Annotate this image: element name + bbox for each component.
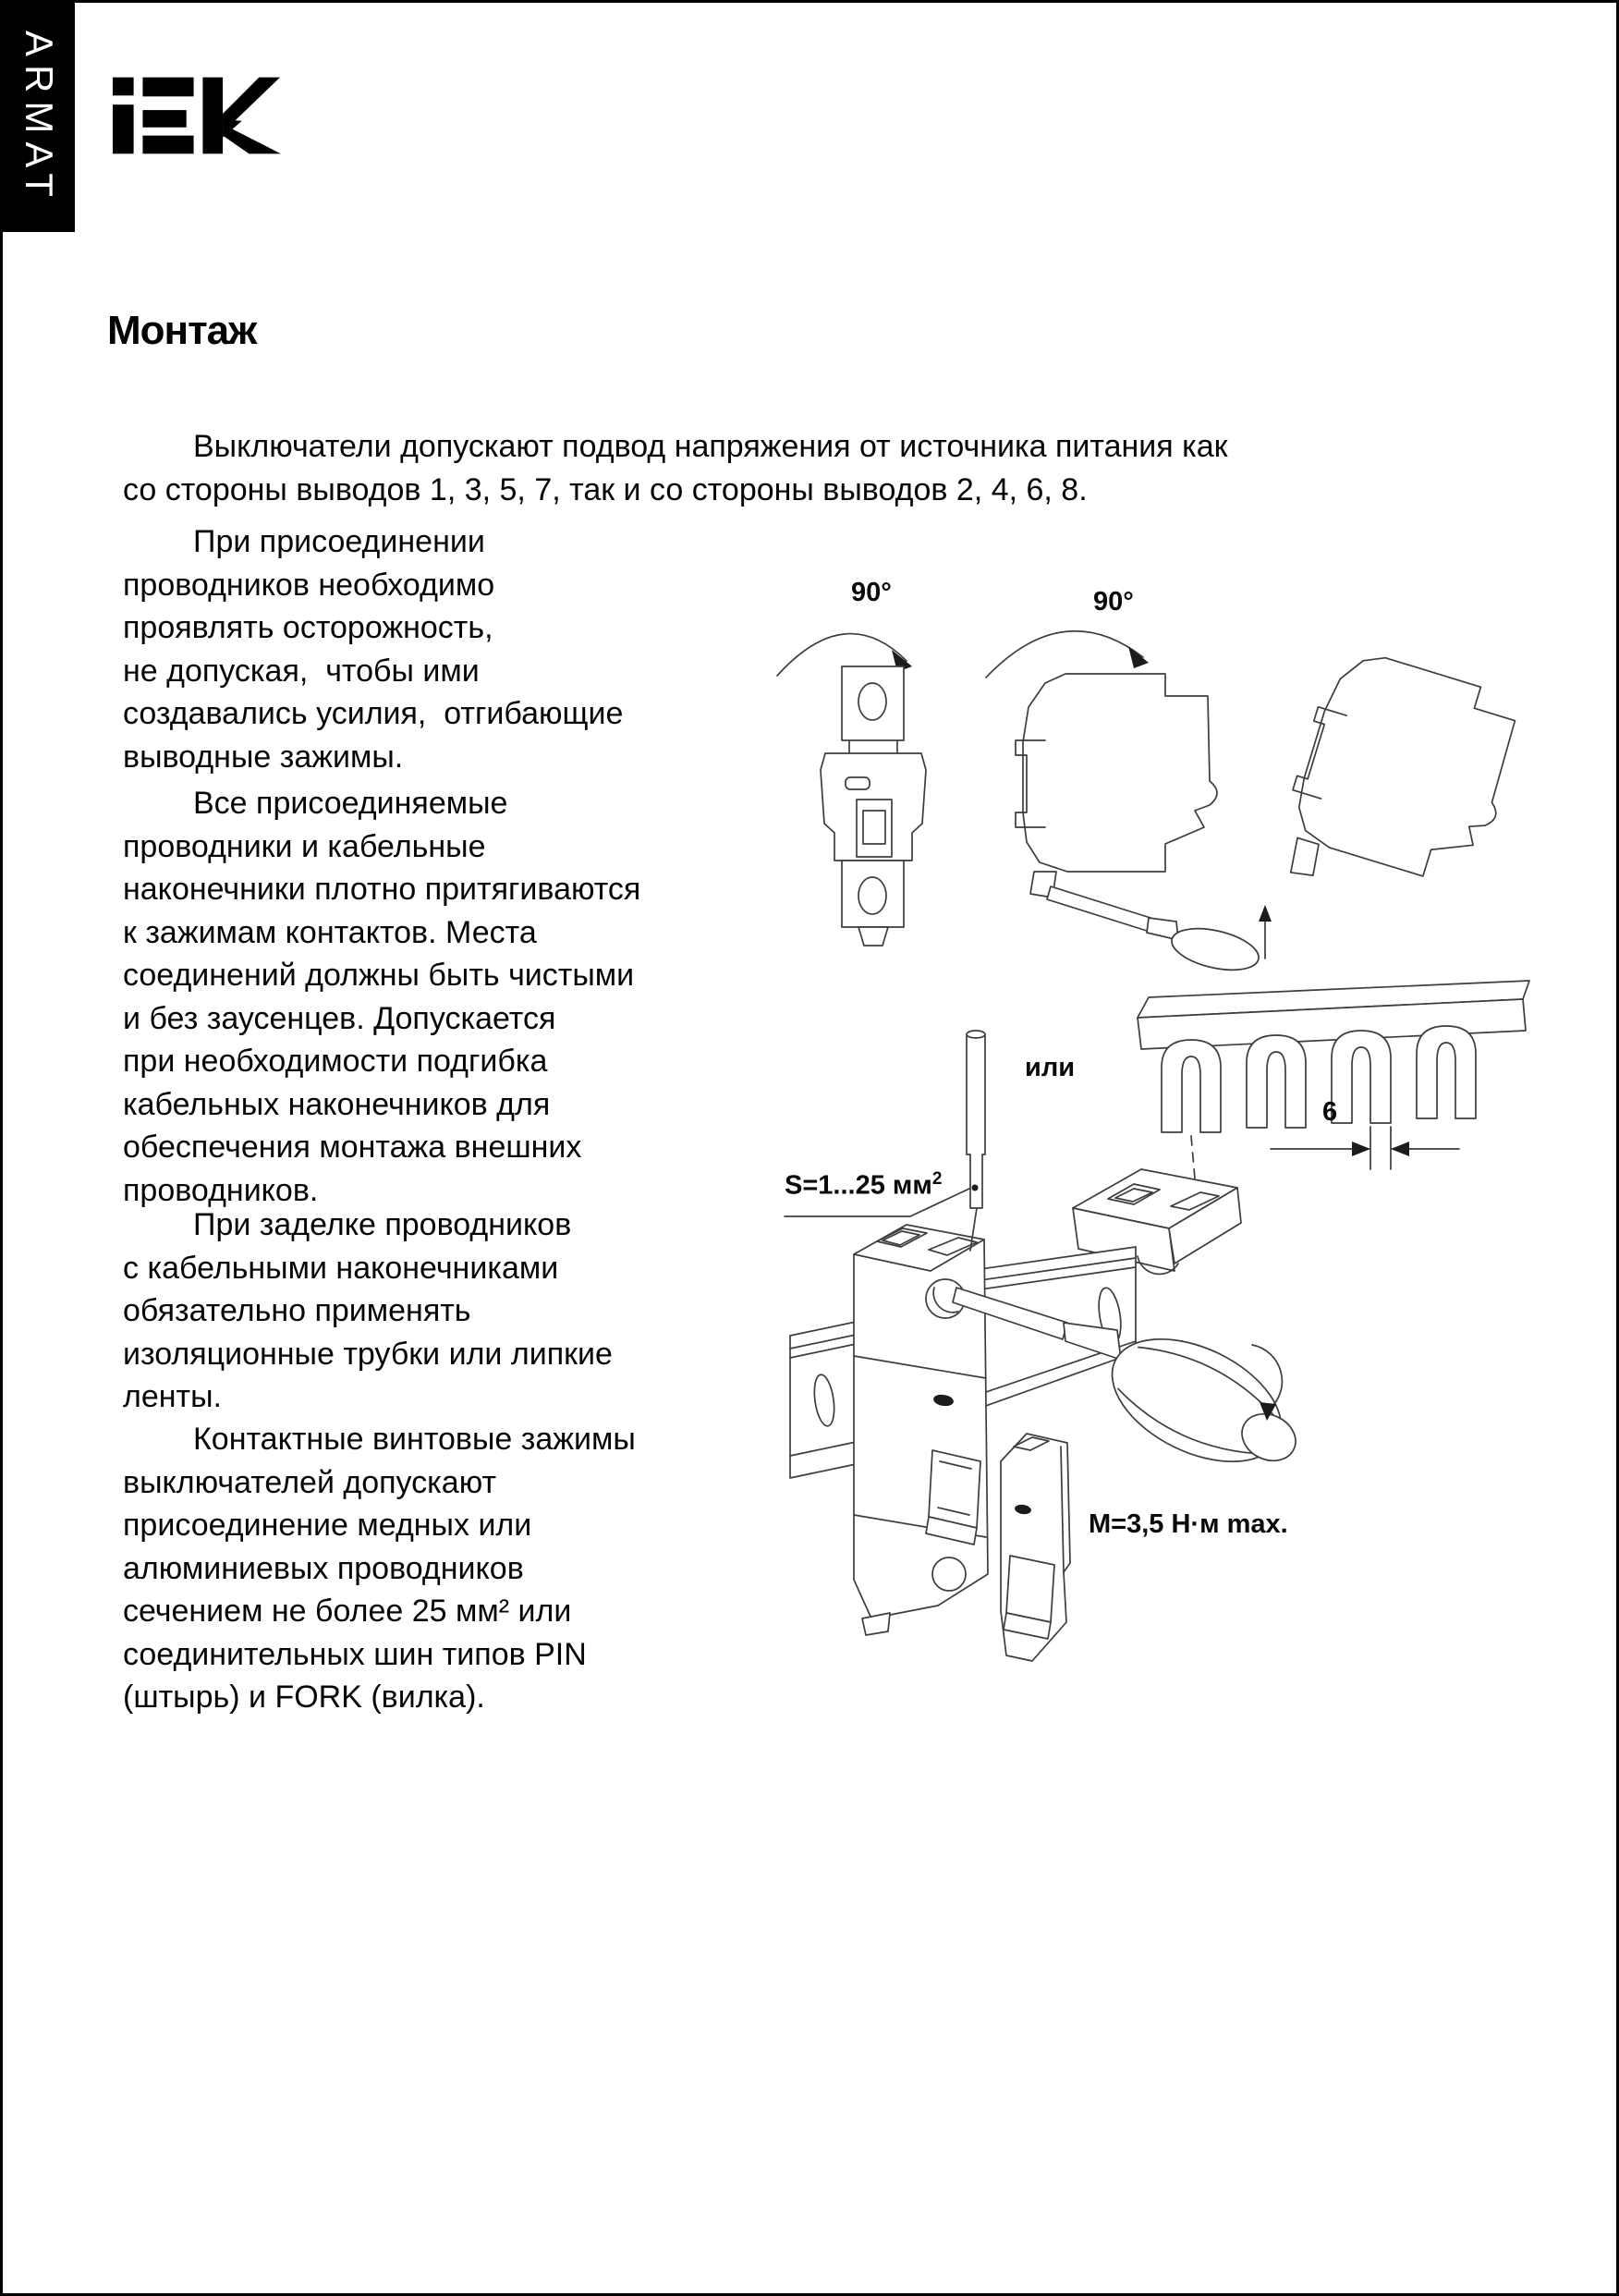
breaker-front-view <box>821 666 926 946</box>
paragraph-connecting: При присоединении проводников необходимо проявлять осторожность, не допуская, чтобы ими создавались усилия, отгибающие выводные зажимы. <box>123 524 624 775</box>
rotation-arc-right <box>986 631 1143 678</box>
rotation-arrowhead-right <box>1128 646 1149 668</box>
breaker-tilted-view <box>1270 643 1530 925</box>
rotation-angle-label-right: 90° <box>1093 587 1134 617</box>
pitch-dimension-label: 6 <box>1322 1097 1338 1127</box>
cross-section-label: S=1...25 $мм^2$ <box>785 1169 943 1201</box>
breaker-side-view <box>1016 674 1272 977</box>
breaker-main <box>854 1225 988 1635</box>
page-title: Монтаж <box>107 308 257 353</box>
paragraph-lugs: При заделке проводников с кабельными наконечниками обязательно применять изоляционные трубки или липкие ленты. <box>123 1207 613 1414</box>
paragraph-terminals: Контактные винтовые зажимы выключателей допускают присоединение медных или алюминиевых проводников сечением не более 25 мм² или соединительных шин типов PIN (штырь) и FORK (вилка). <box>123 1422 636 1715</box>
iek-logo <box>111 73 284 158</box>
pitch-dimension <box>1271 1127 1459 1169</box>
screwdriver-handle-small <box>1168 922 1263 978</box>
paragraph-tightening: Все присоединяемые проводники и кабельные наконечники плотно притягиваются к зажимам контактов. Места соединений должны быть чистыми и без заусенцев. Допускается при необходимости подгибка кабельных наконечников для обеспечения монтажа внешних проводников. <box>123 786 641 1208</box>
brand-tab <box>3 3 75 232</box>
breaker-small <box>1001 1434 1070 1661</box>
installation-figures <box>761 557 1574 1731</box>
conductor-pin <box>785 1031 985 1251</box>
or-label: или <box>1025 1053 1076 1082</box>
breaker-toggle <box>929 1450 980 1528</box>
din-rail-end <box>790 1321 860 1478</box>
paragraph-intro: Выключатели допускают подвод напряжения от источника питания как со стороны выводов 1, 3, 5, 7, так и со стороны выводов 2, 4, 6, 8. <box>123 429 1228 507</box>
torque-label: M=3,5 Н·м max. <box>1089 1509 1288 1539</box>
screwdriver-shaft-small <box>1047 886 1150 931</box>
rotation-angle-label-left: 90° <box>851 578 892 607</box>
brand-tab-label: ARMAT <box>18 30 61 205</box>
